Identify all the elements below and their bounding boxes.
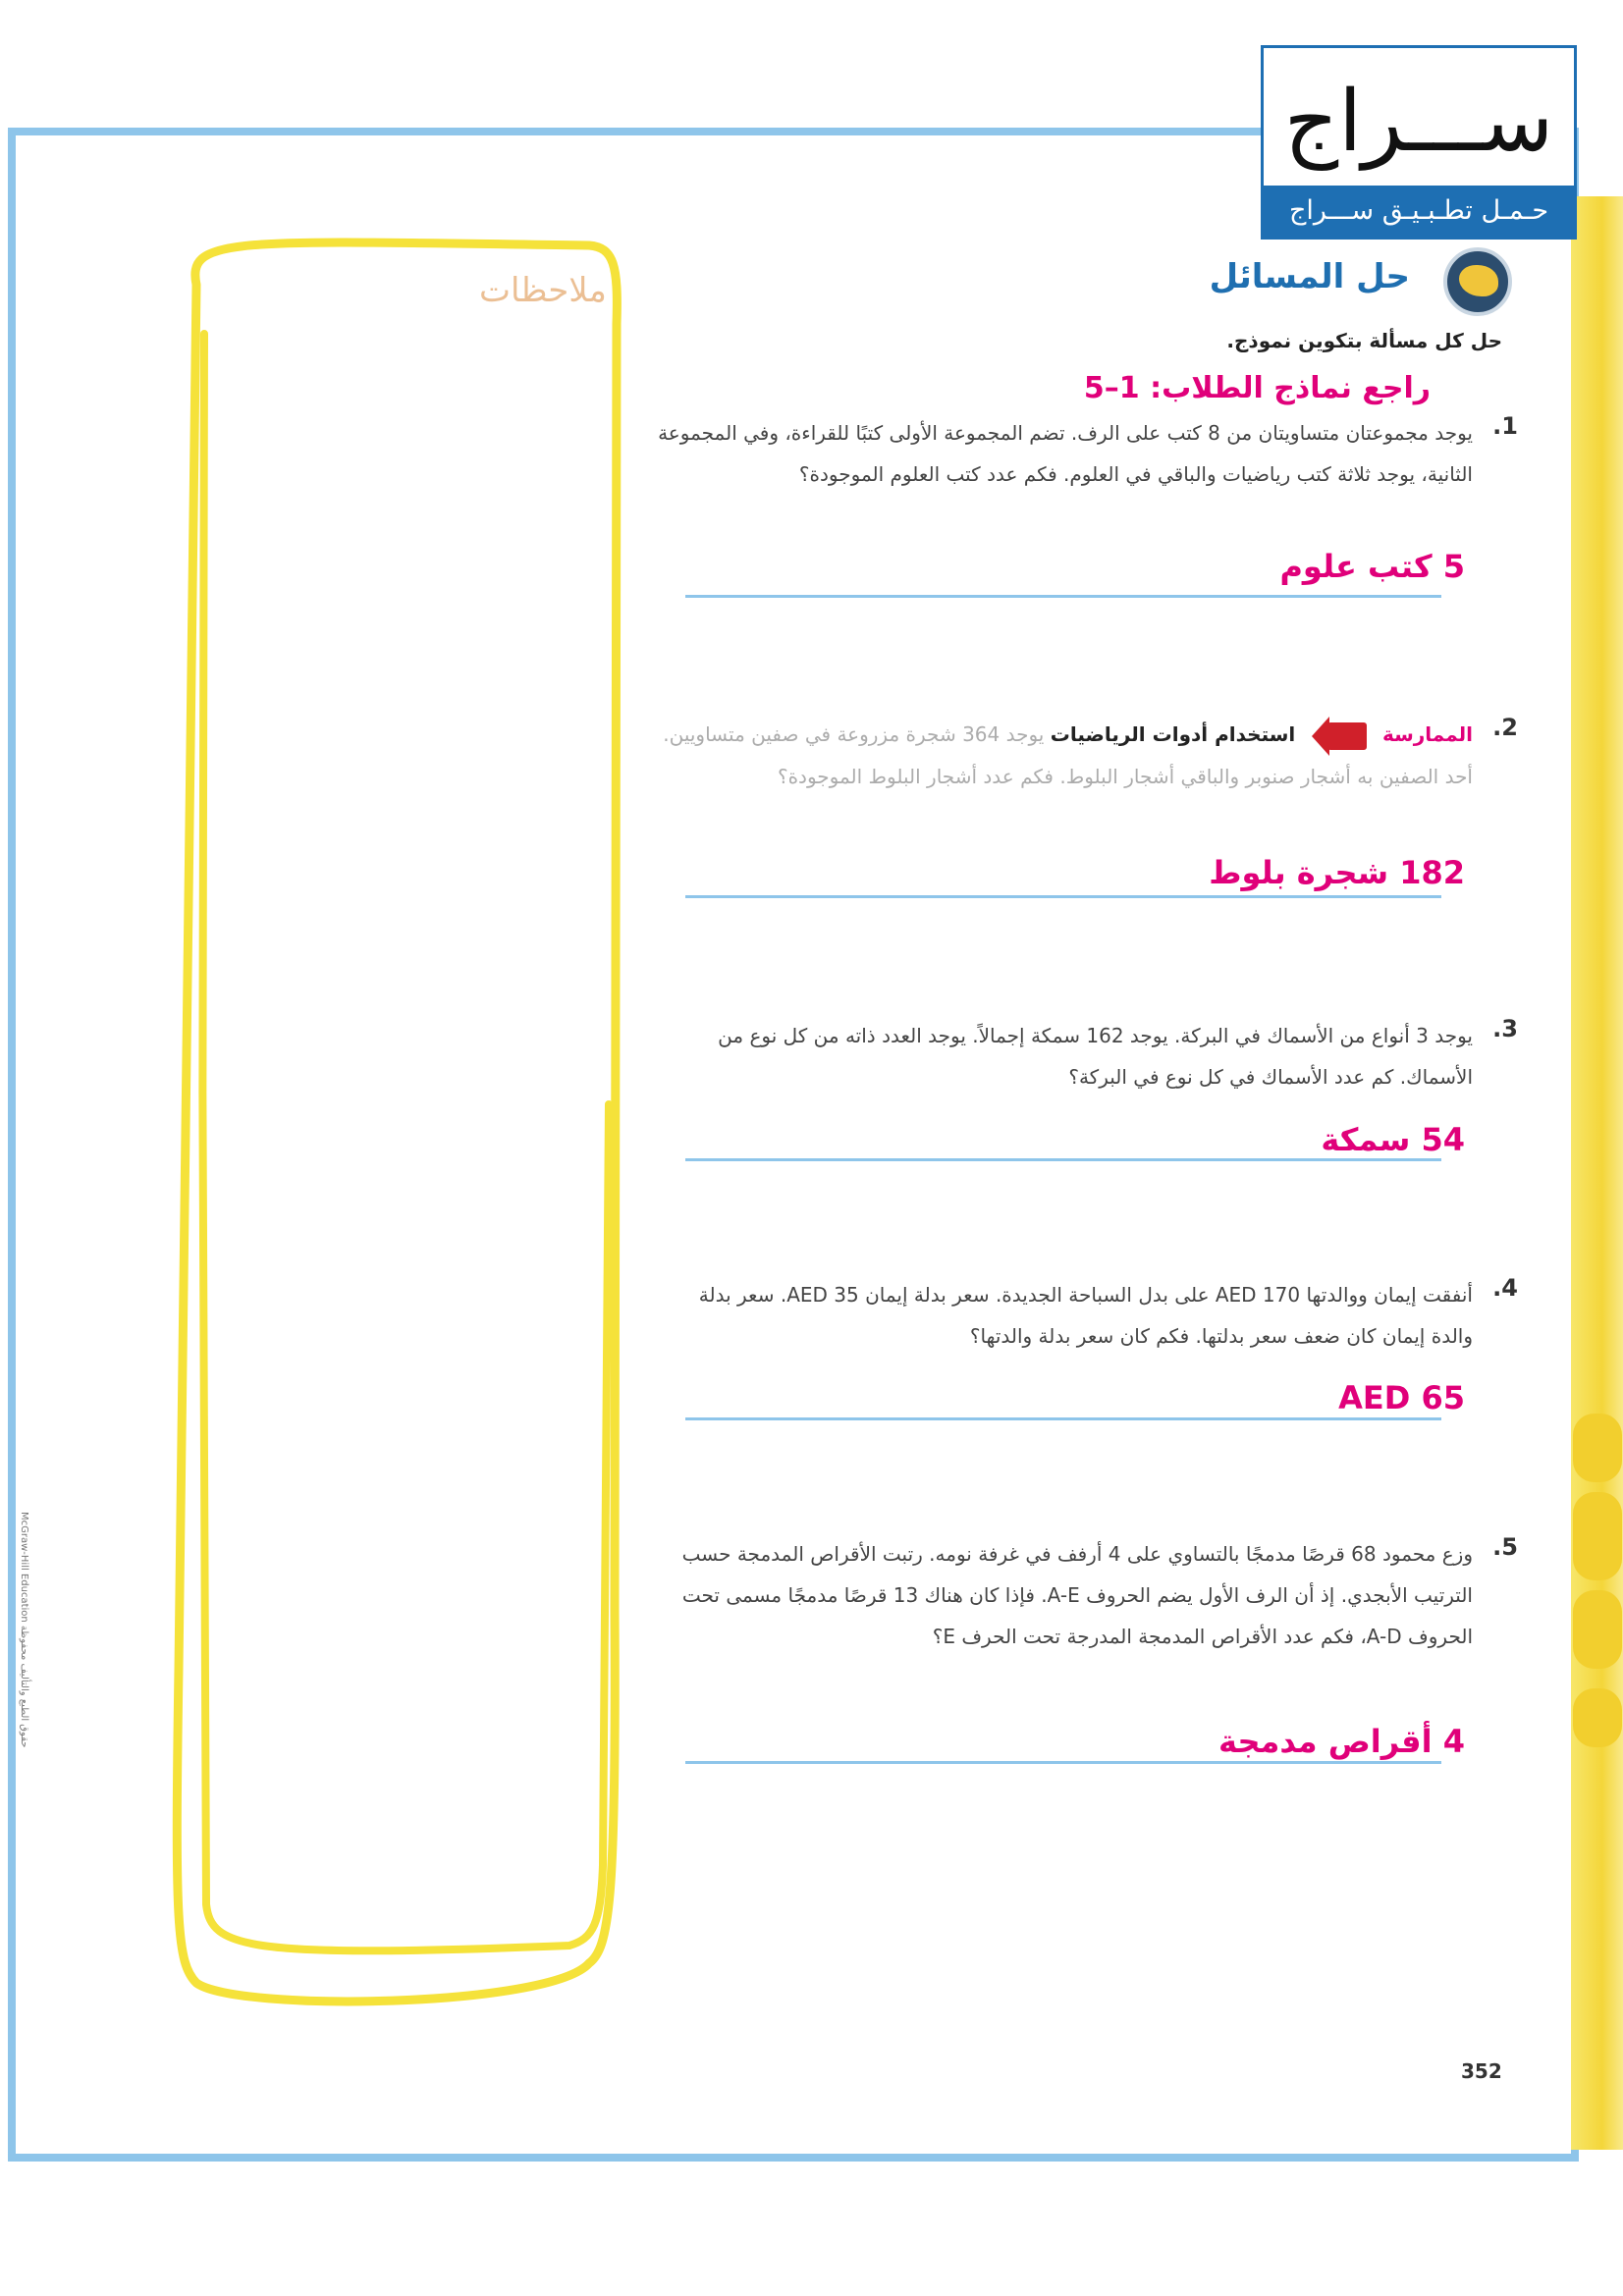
answer-3: 54 سمكة xyxy=(1321,1121,1465,1158)
problem-text-body: يوجد 364 شجرة مزروعة في صفين متساويين. أحد الصفين به أشجار صنوبر والباقي أشجار البلوط. فكم عدد أشجار البلوط الموجودة؟ xyxy=(663,722,1473,788)
globe-icon xyxy=(1443,247,1512,316)
side-credit: McGraw-Hill Education حقوق الطبع والتأليف محفوظة xyxy=(19,1512,29,1748)
problem-text: أنفقت إيمان ووالدتها AED 170 على بدل السباحة الجديدة. سعر بدلة إيمان AED 35. سعر بدلة والدة إيمان كان ضعف سعر بدلتها. فكم كان سعر بدلة والدتها؟ xyxy=(698,1283,1473,1348)
problem-3 xyxy=(658,1015,1518,1097)
problem-text: وزع محمود 68 قرصًا مدمجًا بالتساوي على 4 أرفف في غرفة نومه. رتبت الأقراص المدمجة حسب الترتيب الأبجدي. إذ أن الرف الأول يضم الحروف A-E. فإذا كان هناك 13 قرصًا مدمجًا مسمى تحت الحروف A-D، فكم عدد الأقراص المدمجة المدرجة تحت الحرف E؟ xyxy=(681,1542,1473,1648)
section-title: حل المسائل xyxy=(1209,257,1410,296)
reference-line: راجع نماذج الطلاب: 1–5 xyxy=(1083,371,1431,405)
problem-2 xyxy=(658,714,1518,797)
section-header xyxy=(1198,247,1512,316)
problem-number: 4. xyxy=(1492,1274,1518,1302)
problem-5 xyxy=(658,1533,1518,1657)
answer-4: AED 65 xyxy=(1338,1379,1465,1416)
notes-label: ملاحظات xyxy=(479,271,607,310)
instruction-text: حل كل مسألة بتكوين نموذج. xyxy=(1226,329,1502,352)
answer-2: 182 شجرة بلوط xyxy=(1209,854,1465,891)
logo-tagline: حـمـل تطـبـيـق ســـراج xyxy=(1264,186,1574,237)
problem-text: يوجد مجموعتان متساويتان من 8 كتب على الرف. تضم المجموعة الأولى كتبًا للقراءة، وفي المجموعة الثانية، يوجد ثلاثة كتب رياضيات والباقي في العلوم. فكم عدد كتب العلوم الموجودة؟ xyxy=(658,421,1473,486)
problem-text xyxy=(658,714,1473,797)
logo-word: ســـراج xyxy=(1283,73,1554,171)
problem-4 xyxy=(658,1274,1518,1357)
problem-number: 3. xyxy=(1492,1015,1518,1042)
problem-1 xyxy=(658,412,1518,495)
answer-line xyxy=(685,1158,1441,1161)
math-tools-label: استخدام أدوات الرياضيات xyxy=(1050,722,1296,746)
answer-line xyxy=(685,1761,1441,1764)
answer-5: 4 أقراص مدمجة xyxy=(1218,1723,1465,1760)
problem-number: 2. xyxy=(1492,714,1518,741)
answer-line xyxy=(685,895,1441,898)
practice-arrow-icon xyxy=(1312,717,1367,756)
answer-line xyxy=(685,1417,1441,1420)
problem-number: 5. xyxy=(1492,1533,1518,1561)
answer-line xyxy=(685,595,1441,598)
problem-text: يوجد 3 أنواع من الأسماك في البركة. يوجد 162 سمكة إجمالاً. يوجد العدد ذاته من كل نوع من الأسماك. كم عدد الأسماك في كل نوع في البركة؟ xyxy=(718,1024,1473,1089)
practice-label: الممارسة xyxy=(1381,722,1473,746)
page-number: 352 xyxy=(1461,2059,1502,2083)
problem-number: 1. xyxy=(1492,412,1518,440)
answer-1: 5 كتب علوم xyxy=(1279,548,1465,585)
